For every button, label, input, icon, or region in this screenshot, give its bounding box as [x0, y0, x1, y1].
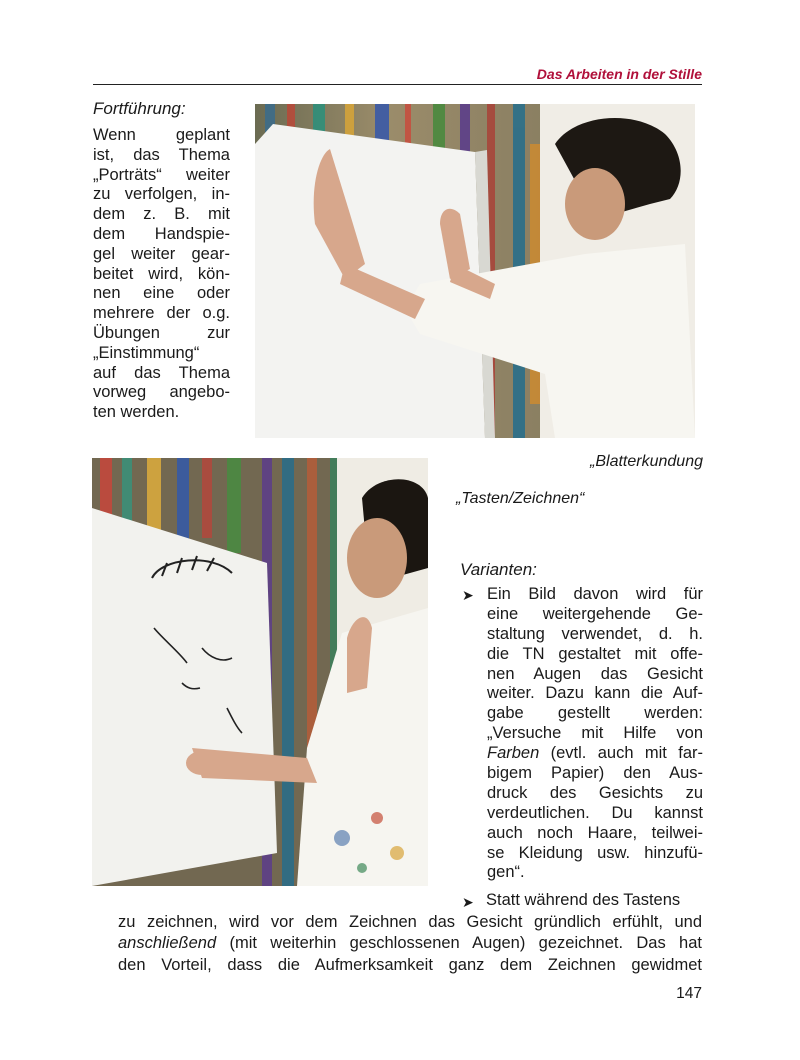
text-line: den Vorteil, dass die Aufmerksamkeit ganz dem Zeichnen gewidmet [118, 955, 702, 974]
text-fragment: (evtl. auch mit far- [539, 744, 703, 763]
text-line: auch noch Haare, teilwei- [487, 823, 703, 842]
photo-hands-on-paper [255, 104, 695, 438]
text-line: verdeutlichen. Du kannst [487, 803, 703, 822]
emphasis-farben: Farben [487, 744, 540, 763]
text-line: Ein Bild davon wird für [487, 585, 703, 603]
caption-tasten-zeichnen: „Tasten/Zeichnen“ [456, 490, 585, 507]
varianten-heading: Varianten: [460, 560, 537, 579]
text-line: ten werden. [93, 403, 180, 422]
text-line: bigem Papier) den Aus- [487, 764, 703, 783]
text-line [460, 744, 703, 764]
variant-bullet-1 [460, 585, 703, 883]
text-line: dem z. B. mit [93, 205, 230, 224]
header-rule [93, 84, 702, 85]
running-header: Das Arbeiten in der Stille [536, 66, 702, 82]
text-line: zu verfolgen, in- [93, 185, 230, 204]
text-line: zu zeichnen, wird vor dem Zeichnen das Gesicht gründlich erfühlt, und [118, 912, 702, 931]
arrowhead-bullet-icon: ➤ [462, 587, 474, 603]
text-line: weiter. Dazu kann die Auf- [487, 684, 703, 703]
left-column-text [93, 99, 230, 423]
text-line: die TN gestaltet mit offe- [487, 644, 703, 663]
text-line: eine weitergehende Ge- [487, 604, 703, 623]
text-line: druck des Gesichts zu [487, 783, 703, 802]
text-line: „Einstimmung“ [93, 343, 200, 362]
text-line: „Versuche mit Hilfe von [487, 724, 703, 743]
text-line: gabe gestellt werden: [487, 704, 703, 723]
arrowhead-bullet-icon: ➤ [462, 894, 474, 910]
text-line [118, 933, 702, 955]
text-line: nen Augen das Gesicht [487, 664, 703, 683]
text-line: dem Handspie- [93, 224, 230, 243]
text-line: mehrere der o.g. [93, 304, 230, 323]
photo-drawing-face [92, 458, 428, 886]
text-line: Übungen zur [93, 323, 230, 342]
fortfuehrung-heading: Fortführung: [93, 99, 186, 118]
emphasis-anschliessend: anschließend [118, 934, 217, 952]
text-line: vorweg angebo- [93, 383, 230, 402]
text-line: Statt während des Tastens [486, 891, 681, 909]
text-line: Wenn geplant [93, 126, 230, 144]
page-number: 147 [676, 985, 702, 1002]
text-line: se Kleidung usw. hinzufü- [487, 843, 703, 862]
text-line: gen“. [487, 863, 525, 882]
text-line: auf das Thema [93, 363, 230, 382]
text-line: beitet wird, kön- [93, 264, 230, 283]
caption-blatterkundung: „Blatterkundung [590, 453, 703, 470]
text-line: staltung verwendet, d. h. [487, 624, 703, 643]
variant-bullet-2 [118, 890, 702, 976]
text-line: ist, das Thema [93, 145, 230, 164]
text-line: nen eine oder [93, 284, 230, 303]
text-fragment: (mit weiterhin geschlossenen Augen) gezeichnet. Das hat [216, 934, 702, 952]
text-line: „Porträts“ weiter [93, 165, 230, 184]
text-line: gel weiter gear- [93, 244, 230, 263]
